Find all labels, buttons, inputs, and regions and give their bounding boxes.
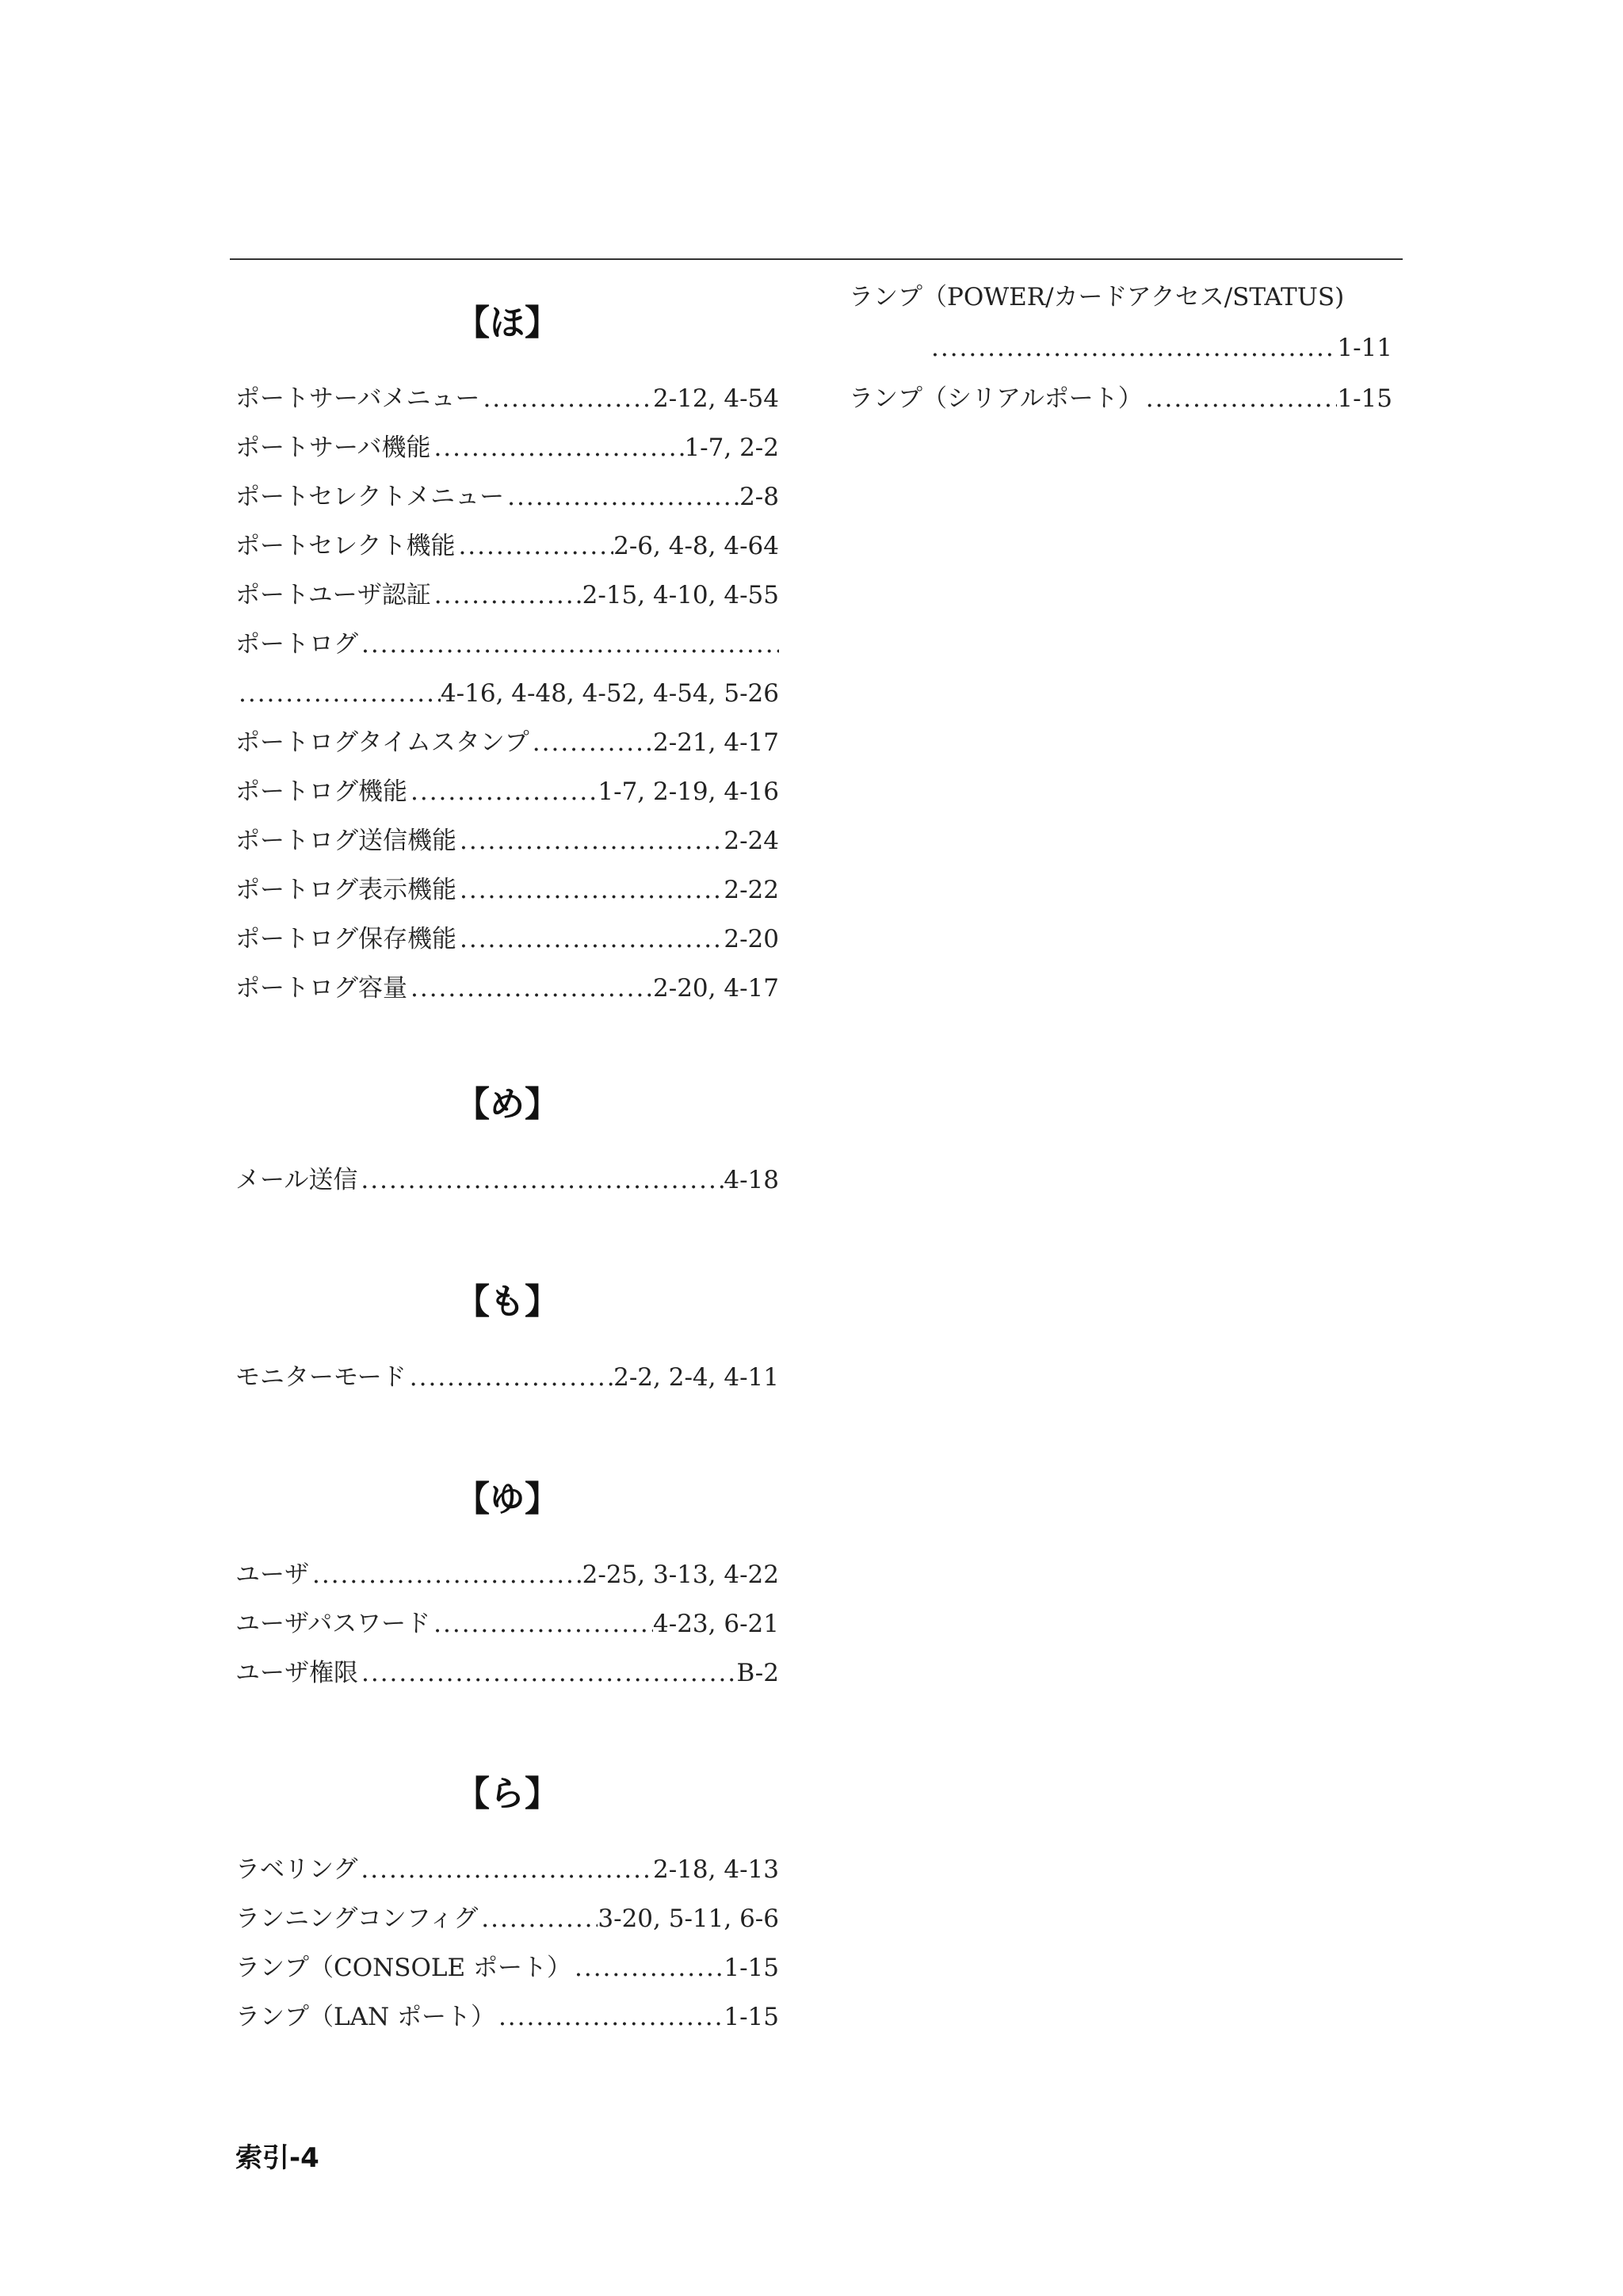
entry-pages: 3-20, 5-11, 6-6 [598,1904,779,1933]
entry-pages: 1-11 [1337,334,1392,362]
entry-pages: 2-15, 4-10, 4-55 [582,581,779,609]
index-entry [235,1850,779,1889]
leader-dots [479,379,653,418]
entry-term: ランプ（POWER/カードアクセス/STATUS) [849,283,1345,311]
header-rule [230,258,1403,260]
section-heading-me: 【め】 [455,1084,559,1125]
entry-pages: 4-23, 6-21 [653,1610,779,1638]
index-entry [849,379,1392,418]
leader-dots [431,575,582,615]
leader-dots [407,1358,613,1397]
entry-term: モニターモード [235,1363,407,1392]
index-entry-continuation [849,328,1392,368]
leader-dots [571,1948,724,1988]
entry-pages: 1-15 [1337,384,1392,413]
leader-dots [495,1997,724,2037]
index-entry [235,772,779,812]
entry-pages: 4-16, 4-48, 4-52, 4-54, 5-26 [440,679,779,708]
entry-term: ポートユーザ認証 [235,581,431,609]
leader-dots [430,428,684,468]
entry-term: ポートセレクトメニュー [235,483,505,511]
index-entry [235,1555,779,1595]
leader-dots [456,919,724,959]
section-heading-yu: 【ゆ】 [455,1479,559,1519]
entry-term: ポートログ表示機能 [235,876,456,904]
entry-term: ポートログタイムスタンプ [235,728,529,757]
index-entry [235,477,779,517]
entry-term: ラベリング [235,1855,358,1884]
index-entry [235,428,779,468]
entry-pages: 4-18 [724,1166,779,1194]
index-entry [235,1653,779,1693]
index-entry [235,625,779,664]
leader-dots [456,821,724,861]
entry-pages: 2-18, 4-13 [653,1855,779,1884]
entry-term: ランニングコンフィグ [235,1904,479,1933]
leader-dots [456,870,724,910]
index-entry [235,1899,779,1939]
leader-dots [1143,379,1338,418]
entry-term: メール送信 [235,1166,358,1194]
index-entry [235,821,779,861]
page-number: 索引-4 [235,2142,319,2174]
entry-pages: 1-15 [724,2003,779,2031]
entry-term: ランプ（CONSOLE ポート） [235,1954,571,1982]
index-entry [235,379,779,418]
section-heading-ra: 【ら】 [455,1774,559,1814]
index-entry-continuation [235,674,779,713]
entry-term: ポートサーバメニュー [235,384,480,413]
index-entry [235,919,779,959]
entry-term: ポートサーバ機能 [235,434,431,462]
entry-pages: 2-24 [724,827,779,855]
index-entry [235,575,779,615]
leader-dots [407,968,653,1008]
entry-pages: 2-2, 2-4, 4-11 [613,1363,779,1392]
leader-dots [358,625,779,664]
entry-pages: 2-22 [724,876,779,904]
entry-term: ポートログ [235,630,358,659]
leader-dots [309,1555,582,1595]
index-entry [235,526,779,566]
entry-term: ポートログ保存機能 [235,925,456,953]
leader-dots [407,772,598,812]
index-entry [235,968,779,1008]
leader-dots [478,1899,598,1939]
entry-pages: 2-20 [724,925,779,953]
leader-dots [357,1850,653,1889]
index-entry [235,1604,779,1644]
leader-dots [358,1653,736,1693]
entry-pages: 2-6, 4-8, 4-64 [613,532,779,560]
leader-dots [357,1160,724,1200]
leader-dots [529,723,653,762]
entry-term: ランプ（LAN ポート） [235,2003,495,2031]
entry-pages: 2-25, 3-13, 4-22 [582,1561,779,1589]
entry-term: ポートセレクト機能 [235,532,456,560]
index-entry [235,1948,779,1988]
leader-dots [928,328,1337,368]
entry-pages: 1-7, 2-2 [684,434,779,462]
index-entry [235,1997,779,2037]
entry-pages: 1-7, 2-19, 4-16 [598,777,779,806]
index-entry [235,870,779,910]
index-entry [235,1358,779,1397]
entry-pages: 2-12, 4-54 [653,384,779,413]
entry-term: ユーザパスワード [235,1610,431,1638]
entry-pages: 2-21, 4-17 [653,728,779,757]
section-heading-ho: 【ほ】 [455,303,559,343]
index-entry [235,723,779,762]
index-entry [849,277,1392,317]
section-heading-mo: 【も】 [455,1282,559,1322]
entry-term: ユーザ権限 [235,1659,358,1687]
index-entry [235,1160,779,1200]
entry-term: ポートログ送信機能 [235,827,456,855]
entry-pages: B-2 [736,1659,779,1687]
leader-dots [455,526,613,566]
leader-dots [430,1604,653,1644]
entry-term: ランプ（シリアルポート） [849,384,1143,413]
entry-pages: 2-20, 4-17 [653,974,779,1003]
entry-pages: 1-15 [724,1954,779,1982]
leader-dots [235,674,441,713]
entry-pages: 2-8 [739,483,779,511]
entry-term: ポートログ容量 [235,974,407,1003]
entry-term: ポートログ機能 [235,777,407,806]
entry-term: ユーザ [235,1561,309,1589]
leader-dots [504,477,739,517]
